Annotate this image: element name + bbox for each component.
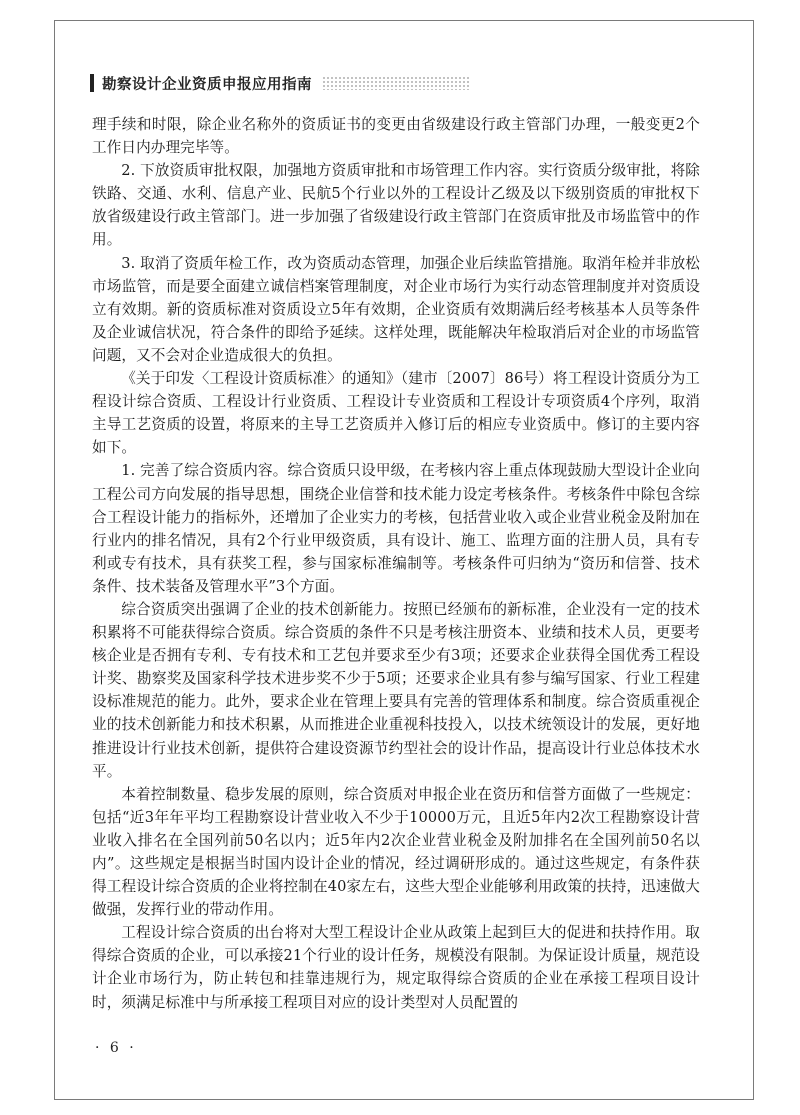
paragraph: 理手续和时限，除企业名称外的资质证书的变更由省级建设行政主管部门办理，一般变更2个工作日内办理完毕等。 bbox=[92, 116, 700, 157]
running-header bbox=[90, 72, 470, 94]
paragraph: 1. 完善了综合资质内容。综合资质只设甲级，在考核内容上重点体现鼓励大型设计企业向工程公司方向发展的指导思想，围绕企业信誉和技术能力设定考核条件。考核条件中除包含综合工程设计能力的指标外，还增加了企业实力的考核，包括营业收入或企业营业税金及附加在行业内的排名情况，具有2个行业甲级资质，具有设计、施工、监理方面的注册人员，具有专利或专有技术，具有获奖工程，参与国家标准编制等。考核条件可归纳为“资历和信誉、技术条件、技术装备及管理水平”3个方面。 bbox=[92, 462, 700, 595]
page-number: · 6 · bbox=[95, 1040, 137, 1056]
body-text bbox=[92, 113, 700, 1014]
paragraph: 2. 下放资质审批权限，加强地方资质审批和市场管理工作内容。实行资质分级审批，将除铁路、交通、水利、信息产业、民航5个行业以外的工程设计乙级及以下级别资质的审批权下放省级建设行政主管部门。进一步加强了省级建设行政主管部门在资质审批及市场监管中的作用。 bbox=[92, 162, 700, 249]
paragraph: 《关于印发〈工程设计资质标准〉的通知》（建市〔2007〕86号）将工程设计资质分为工程设计综合资质、工程设计行业资质、工程设计专业资质和工程设计专项资质4个序列，取消主导工艺资质的设置，将原来的主导工艺资质并入修订后的相应专业资质中。修订的主要内容如下。 bbox=[92, 370, 700, 457]
paragraph: 3. 取消了资质年检工作，改为资质动态管理，加强企业后续监管措施。取消年检并非放松市场监管，而是要全面建立诚信档案管理制度，对企业市场行为实行动态管理制度并对资质设立有效期。新的资质标准对资质设立5年有效期，企业资质有效期满后经考核基本人员等条件及企业诚信状况，符合条件的即给予延续。这样处理，既能解决年检取消后对企业的市场监管问题，又不会对企业造成很大的负担。 bbox=[92, 254, 700, 364]
header-dot-pattern bbox=[322, 76, 470, 90]
header-title: 勘察设计企业资质申报应用指南 bbox=[102, 76, 312, 93]
paragraph: 综合资质突出强调了企业的技术创新能力。按照已经颁布的新标准，企业没有一定的技术积累将不可能获得综合资质。综合资质的条件不只是考核注册资本、业绩和技术人员，更要考核企业是否拥有专利、专有技术和工艺包并要求至少有3项；还要求企业获得全国优秀工程设计奖、勘察奖及国家科学技术进步奖不少于5项；还要求企业具有参与编写国家、行业工程建设标准规范的能力。此外，要求企业在管理上要具有完善的管理体系和制度。综合资质重视企业的技术创新能力和技术积累，从而推进企业重视科技投入，以技术统领设计的发展，更好地推进设计行业技术创新，提供符合建设资源节约型社会的设计作品，提高设计行业总体技术水平。 bbox=[92, 600, 700, 780]
paragraph: 本着控制数量、稳步发展的原则，综合资质对申报企业在资历和信誉方面做了一些规定：包括“近3年年平均工程勘察设计营业收入不少于10000万元，且近5年内2次工程勘察设计营业收入排名在全国列前50名以内；近5年内2次企业营业税金及附加排名在全国列前50名以内”。这些规定是根据当时国内设计企业的情况，经过调研形成的。通过这些规定，有条件获得工程设计综合资质的企业将控制在40家左右，这些大型企业能够利用政策的扶持，迅速做大做强，发挥行业的带动作用。 bbox=[92, 785, 700, 919]
header-accent-bar bbox=[90, 74, 94, 92]
paragraph: 工程设计综合资质的出台将对大型工程设计企业从政策上起到巨大的促进和扶持作用。取得综合资质的企业，可以承接21个行业的设计任务，规模没有限制。为保证设计质量，规范设计企业市场行为，防止转包和挂靠违规行为，规定取得综合资质的企业在承接工程项目设计时，须满足标准中与所承接工程项目对应的设计类型对人员配置的 bbox=[92, 924, 700, 1011]
